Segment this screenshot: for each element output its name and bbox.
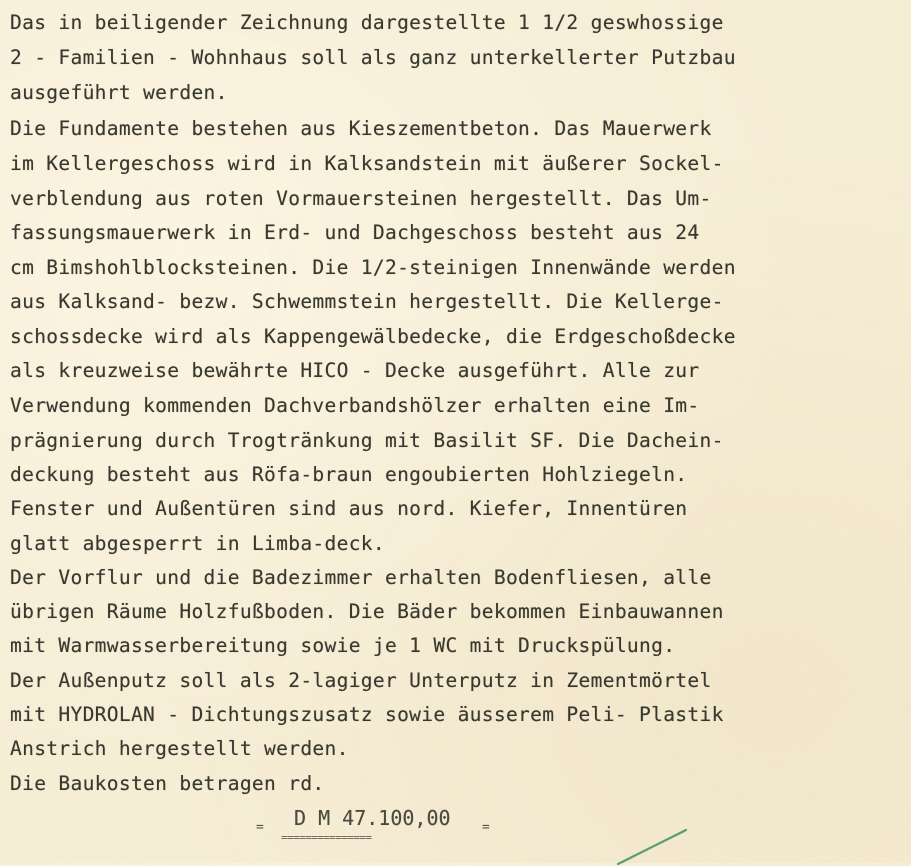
text-line-10: schossdecke wird als Kappengewälbedecke, die Erdgeschoßdecke <box>10 325 736 348</box>
text-line-16: glatt abgesperrt in Limba-deck. <box>10 532 385 555</box>
text-line-21: mit HYDROLAN - Dichtungszusatz sowie äusserem Peli- Plastik <box>10 703 724 726</box>
text-line-2: 2 - Familien - Wohnhaus soll als ganz unterkellerter Putzbau <box>10 46 736 69</box>
text-line-7: fassungsmauerwerk in Erd- und Dachgeschoss besteht aus 24 <box>10 221 700 244</box>
text-line-12: Verwendung kommenden Dachverbandshölzer erhalten eine Im- <box>10 394 700 417</box>
text-line-11: als kreuzweise bewährte HICO - Decke ausgeführt. Alle zur <box>10 359 700 382</box>
text-line-13: prägnierung durch Trogtränkung mit Basilit SF. Die Dachein- <box>10 429 724 452</box>
text-line-14: deckung besteht aus Röfa-braun engoubierten Hohlziegeln. <box>10 463 688 486</box>
text-line-4: Die Fundamente bestehen aus Kieszementbeton. Das Mauerwerk <box>10 117 712 140</box>
text-line-6: verblendung aus roten Vormauersteinen hergestellt. Das Um- <box>10 187 712 210</box>
cost-amount: D M 47.100,00 <box>294 806 451 830</box>
amount-right-equals: = <box>482 820 489 835</box>
text-line-20: Der Außenputz soll als 2-lagiger Unterputz in Zementmörtel <box>10 669 712 692</box>
amount-double-underline: =============== <box>281 831 372 844</box>
text-line-8: cm Bimshohlblocksteinen. Die 1/2-steinigen Innenwände werden <box>10 256 736 279</box>
text-line-5: im Kellergeschoss wird in Kalksandstein mit äußerer Sockel- <box>10 152 724 175</box>
text-line-3: ausgeführt werden. <box>10 81 228 104</box>
text-line-9: aus Kalksand- bezw. Schwemmstein hergestellt. Die Kellerge- <box>10 290 724 313</box>
amount-left-equals: = <box>256 820 263 835</box>
text-line-17: Der Vorflur und die Badezimmer erhalten Bodenfliesen, alle <box>10 566 712 589</box>
text-line-19: mit Warmwasserbereitung sowie je 1 WC mit Druckspülung. <box>10 634 676 657</box>
text-line-23: Die Baukosten betragen rd. <box>10 772 325 795</box>
text-line-22: Anstrich hergestellt werden. <box>10 737 349 760</box>
text-line-15: Fenster und Außentüren sind aus nord. Kiefer, Innentüren <box>10 497 688 520</box>
text-line-1: Das in beiligender Zeichnung dargestellte 1 1/2 geswhossige <box>10 11 724 34</box>
text-line-18: übrigen Räume Holzfußboden. Die Bäder bekommen Einbauwannen <box>10 600 724 623</box>
green-pen-stroke-icon <box>614 826 694 866</box>
